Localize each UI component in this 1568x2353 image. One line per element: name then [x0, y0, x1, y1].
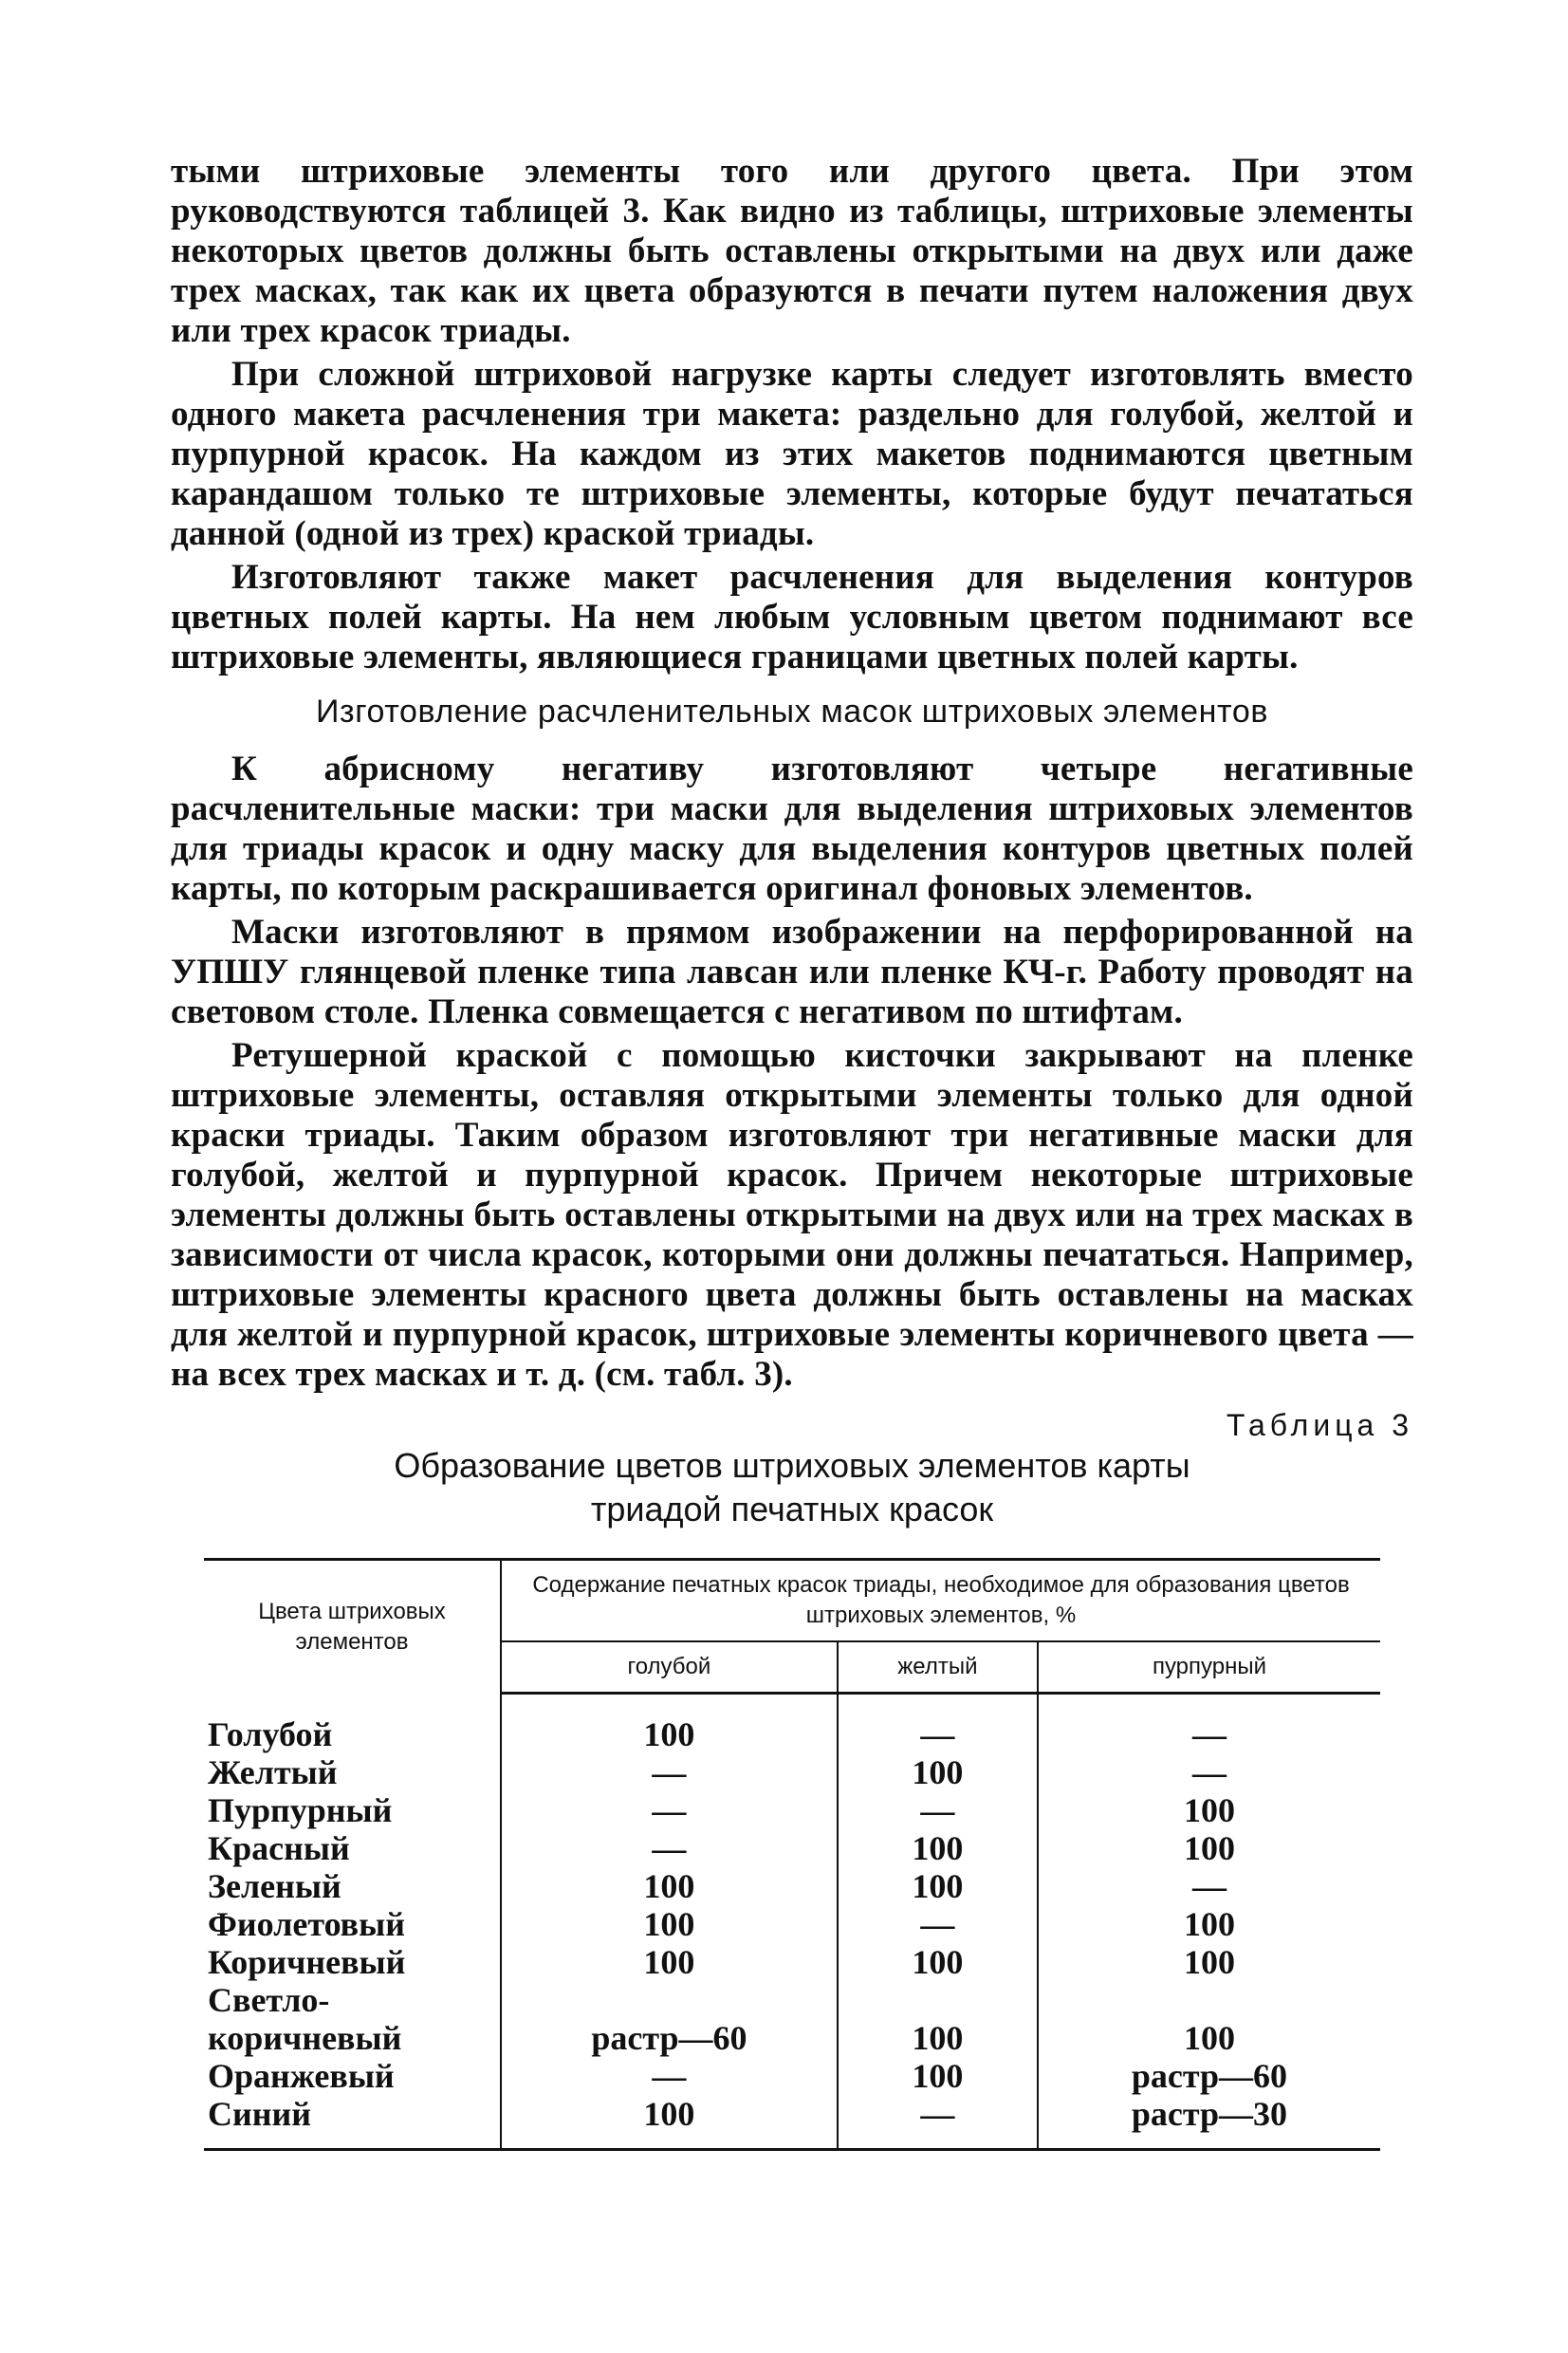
table-title — [171, 1444, 1413, 1531]
cell-magenta: растр—30 — [1038, 2095, 1380, 2150]
paragraph-4: К абрисному негативу изготовляют четыре негативные расчленительные маски: три маски для выделения штриховых элементов для триады красок и одну маску для выделения контуров цветных полей карты, по которым раскрашивается оригинал фоновых элементов. — [171, 750, 1413, 908]
table-row — [204, 1694, 1380, 1754]
cell-yellow — [838, 1981, 1038, 2019]
table-row — [204, 1943, 1380, 1981]
cell-cyan: — — [501, 1791, 838, 1829]
header-magenta: пурпурный — [1038, 1641, 1380, 1694]
cell-cyan: 100 — [501, 2095, 838, 2150]
cell-cyan: 100 — [501, 1694, 838, 1754]
paragraph-3: Изготовляют также макет расчленения для выделения контуров цветных полей карты. На нем любым условным цветом поднимают все штриховые элементы, являющиеся границами цветных полей карты. — [171, 558, 1413, 676]
row-name: Коричневый — [208, 1943, 406, 1981]
row-name: Зеленый — [208, 1867, 341, 1905]
color-table — [204, 1558, 1380, 2151]
paragraph-2: При сложной штриховой нагрузке карты следует изготовлять вместо одного макета расчленения три макета: раздельно для голубой, желтой и пурпурной красок. На каждом из этих макетов поднимаются цветным карандашом только те штриховые элементы, которые будут печататься данной (одной из трех) краской триады. — [171, 355, 1413, 553]
row-name: Оранжевый — [208, 2057, 395, 2095]
cell-yellow: 100 — [838, 1829, 1038, 1867]
cell-yellow: — — [838, 1905, 1038, 1943]
cell-yellow: — — [838, 1694, 1038, 1754]
document-page — [171, 152, 1413, 2151]
table-row — [204, 1829, 1380, 1867]
header-cyan: голубой — [501, 1641, 838, 1694]
cell-magenta: — — [1191, 1867, 1227, 1905]
cell-cyan: — — [501, 1829, 838, 1867]
cell-magenta: 100 — [1183, 2019, 1235, 2057]
table-row — [204, 1867, 1380, 1905]
row-name: Светло- — [208, 1981, 330, 2019]
cell-magenta: 100 — [1183, 1905, 1235, 1943]
table-row — [204, 2057, 1380, 2095]
paragraph-6: Ретушерной краской с помощью кисточки закрывают на пленке штриховые элементы, оставляя открытыми элементы только для одной краски триады. Таким образом изготовляют три негативные маски для голубой, желтой и пурпурной красок. Причем некоторые штриховые элементы должны быть оставлены открытыми на двух или на трех масках в зависимости от числа красок, которыми они должны печататься. Например, штриховые элементы красного цвета должны быть оставлены на масках для желтой и пурпурной красок, штриховые элементы коричневого цвета — на всех трех масках и т. д. (см. табл. 3). — [171, 1036, 1413, 1394]
cell-magenta: — — [1191, 1753, 1227, 1791]
header-ink-content: Содержание печатных красок триады, необходимое для образования цветов штриховых элементов, % — [501, 1560, 1380, 1642]
table-row — [204, 1753, 1380, 1791]
cell-yellow: 100 — [838, 1943, 1038, 1981]
row-name: Желтый — [208, 1753, 338, 1791]
row-name: Фиолетовый — [208, 1905, 405, 1943]
paragraph-5: Маски изготовляют в прямом изображении на перфорированной на УПШУ глянцевой пленке типа лавсан или пленке КЧ-г. Работу проводят на световом столе. Пленка совмещается с негативом по штифтам. — [171, 913, 1413, 1031]
table-row — [204, 1791, 1380, 1829]
cell-magenta — [1038, 1981, 1380, 2019]
table-row — [204, 2019, 1380, 2057]
cell-yellow: 100 — [838, 1867, 1038, 1905]
table-row — [204, 1981, 1380, 2019]
cell-cyan: 100 — [501, 1943, 838, 1981]
cell-magenta: 100 — [1183, 1943, 1235, 1981]
table-title-line-1: Образование цветов штриховых элементов карты — [394, 1446, 1190, 1485]
row-name: Пурпурный — [208, 1791, 393, 1829]
cell-cyan — [501, 1981, 838, 2019]
cell-cyan: 100 — [501, 1905, 838, 1943]
cell-yellow: — — [838, 2095, 1038, 2150]
cell-yellow: 100 — [838, 2019, 1038, 2057]
cell-magenta: 100 — [1183, 1791, 1235, 1829]
section-heading: Изготовление расчленительных масок штриховых элементов — [315, 694, 1269, 730]
row-name: Синий — [204, 2095, 501, 2150]
cell-cyan: — — [501, 1753, 838, 1791]
cell-cyan: растр—60 — [501, 2019, 838, 2057]
table-row — [204, 1905, 1380, 1943]
cell-magenta: 100 — [1183, 1829, 1235, 1867]
row-name: коричневый — [208, 2019, 402, 2057]
cell-cyan: 100 — [501, 1867, 838, 1905]
paragraph-1: тыми штриховые элементы того или другого цвета. При этом руководствуются таблицей 3. Как видно из таблицы, штриховые элементы некоторых цветов должны быть оставлены открытыми на двух или даже трех масках, так как их цвета образуются в печати путем наложения двух или трех красок триады. — [171, 152, 1413, 350]
row-name: Голубой — [208, 1715, 333, 1753]
cell-yellow: — — [838, 1791, 1038, 1829]
table-label: Таблица 3 — [1226, 1408, 1413, 1442]
cell-yellow: 100 — [838, 1753, 1038, 1791]
header-yellow: желтый — [838, 1641, 1038, 1694]
table-row — [204, 2095, 1380, 2150]
cell-cyan: — — [501, 2057, 838, 2095]
cell-magenta: растр—60 — [1131, 2057, 1288, 2095]
cell-yellow: 100 — [838, 2057, 1038, 2095]
row-name: Красный — [208, 1829, 350, 1867]
header-color-names: Цвета штриховых элементов — [204, 1560, 501, 1694]
cell-magenta: — — [1191, 1715, 1227, 1753]
table-title-line-2: триадой печатных красок — [590, 1490, 994, 1529]
